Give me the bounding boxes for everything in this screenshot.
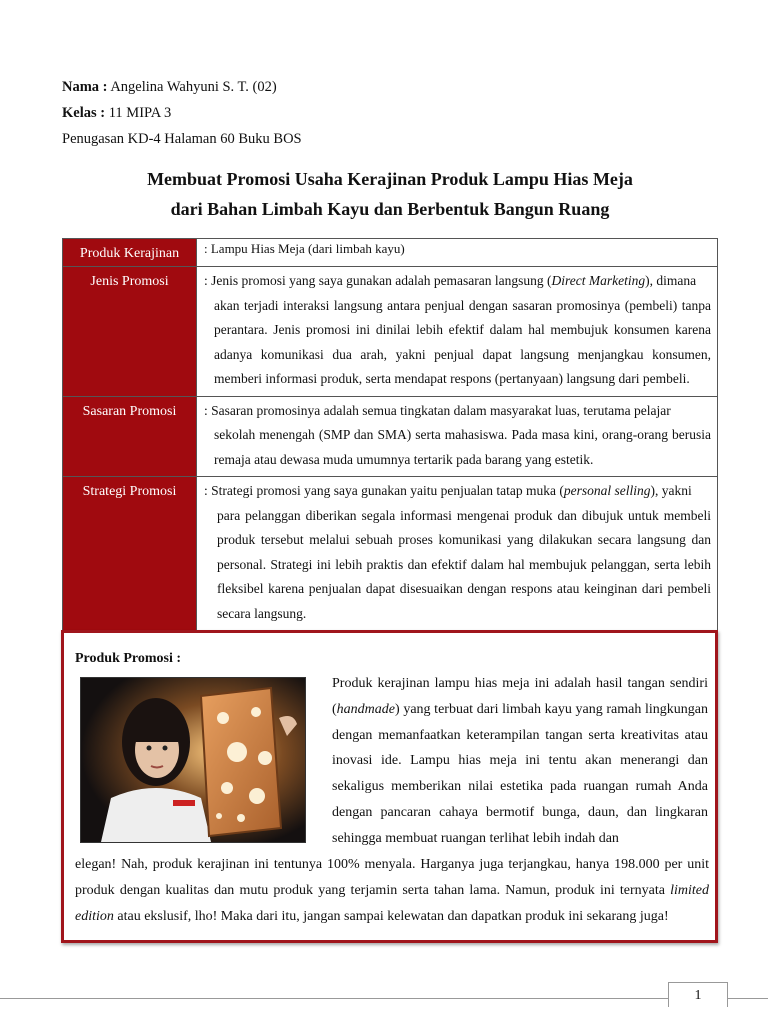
strategi-body: para pelanggan diberikan segala informasi mengenai produk dan dibujuk untuk membeli produk tersebut melalui sebuah proses komunikasi yang dilakukan secara langsung dan personal. Strategi ini lebih praktis dan efektif dalam hal membujuk pelanggan, serta lebih fleksibel karena penjualan dapat disesuaikan dengan respons atau keinginan dari pembeli secara langsung.	[217, 507, 711, 621]
table-row	[63, 396, 718, 477]
promo-tail-a: elegan! Nah, produk kerajinan ini tentunya 100% menyala. Harganya juga terjangkau, hanya 198.000 per unit produk dengan kualitas dan mutu produk yang terjamin serta tahan lama. Namun, produk ini ternyata	[75, 857, 709, 898]
strategi-value	[197, 477, 718, 631]
promo-text-b: ) yang terbuat dari limbah kayu yang ramah lingkungan dengan memanfaatkan keterampilan tangan serta kreativitas atau inovasi ide. Lampu hias meja ini tentu akan menerangi dan sekaligus memberikan nilai estetika pada ruangan rumah Anda dengan pancaran cahaya bermotif bunga, daun, dan lingkaran sehingga membuat ruangan terlihat lebih indah dan	[332, 701, 708, 846]
sasaran-first-line: : Sasaran promosinya adalah semua tingkatan dalam masyarakat luas, terutama pelajar	[204, 402, 671, 418]
produk-value	[197, 239, 718, 267]
promo-paragraph-1	[332, 671, 708, 852]
class-line	[62, 100, 302, 126]
title-line-2: dari Bahan Limbah Kayu dan Berbentuk Bangun Ruang	[170, 199, 610, 219]
sasaran-label: Sasaran Promosi	[63, 396, 197, 477]
produk-text: : Lampu Hias Meja (dari limbah kayu)	[204, 241, 405, 256]
product-promo-box	[61, 630, 718, 943]
promo-tail-b: atau ekslusif, lho! Maka dari itu, jangan sampai kelewatan dan dapatkan produk ini sekarang juga!	[113, 908, 669, 924]
promotion-info-table	[62, 238, 718, 631]
promo-italic-limited: limited edition	[75, 882, 709, 924]
table-row	[63, 267, 718, 397]
table-row	[63, 239, 718, 267]
promo-paragraph-2	[75, 852, 709, 929]
strategi-first-line	[204, 479, 711, 504]
produk-label: Produk Kerajinan	[63, 239, 197, 267]
footer-divider	[0, 998, 768, 999]
jenis-text-a: : Jenis promosi yang saya gunakan adalah pemasaran langsung (	[204, 273, 552, 288]
strategi-italic: personal selling	[563, 483, 651, 498]
class-label: Kelas :	[62, 105, 106, 121]
jenis-italic: Direct Marketing	[551, 273, 646, 288]
lamp-photo-illustration	[81, 678, 305, 842]
strategi-text-a: : Strategi promosi yang saya gunakan yaitu penjualan tatap muka (	[204, 483, 564, 498]
jenis-text-b: ), dimana	[645, 273, 697, 288]
jenis-label: Jenis Promosi	[63, 267, 197, 397]
sasaran-body: sekolah menengah (SMP dan SMA) serta mahasiswa. Pada masa kini, orang-orang berusia remaja atau dewasa muda umumnya tertarik pada barang yang estetik.	[214, 427, 711, 467]
name-line	[62, 74, 302, 100]
assignment-line: Penugasan KD-4 Halaman 60 Buku BOS	[62, 131, 302, 147]
page-number: 1	[668, 982, 728, 1007]
promo-italic-handmade: handmade	[336, 701, 395, 717]
title-line-1: Membuat Promosi Usaha Kerajinan Produk Lampu Hias Meja	[147, 169, 633, 189]
jenis-value	[197, 267, 718, 397]
sasaran-value	[197, 396, 718, 477]
jenis-body: akan terjadi interaksi langsung antara penjual dengan sasaran promosinya (pembeli) tanpa perantara. Jenis promosi ini dinilai lebih efektif dalam hal membujuk konsumen karena adanya komunikasi dua arah, yakni penjual dapat langsung menjangkau konsumen, memberi informasi produk, serta mendapat respons (pertanyaan) langsung dari pembeli.	[214, 297, 711, 386]
product-photo	[80, 677, 306, 843]
class-value: 11 MIPA 3	[105, 105, 172, 121]
promo-text-a: Produk kerajinan lampu hias meja ini adalah hasil tangan sendiri (	[332, 676, 708, 717]
name-label: Nama :	[62, 79, 108, 95]
document-title	[62, 164, 718, 224]
promo-title: Produk Promosi :	[75, 651, 182, 666]
strategi-text-b: ), yakni	[650, 483, 692, 498]
student-header	[62, 74, 302, 152]
strategi-label: Strategi Promosi	[63, 477, 197, 631]
jenis-first-line	[204, 269, 711, 294]
table-row	[63, 477, 718, 631]
name-value: Angelina Wahyuni S. T. (02)	[107, 79, 277, 95]
